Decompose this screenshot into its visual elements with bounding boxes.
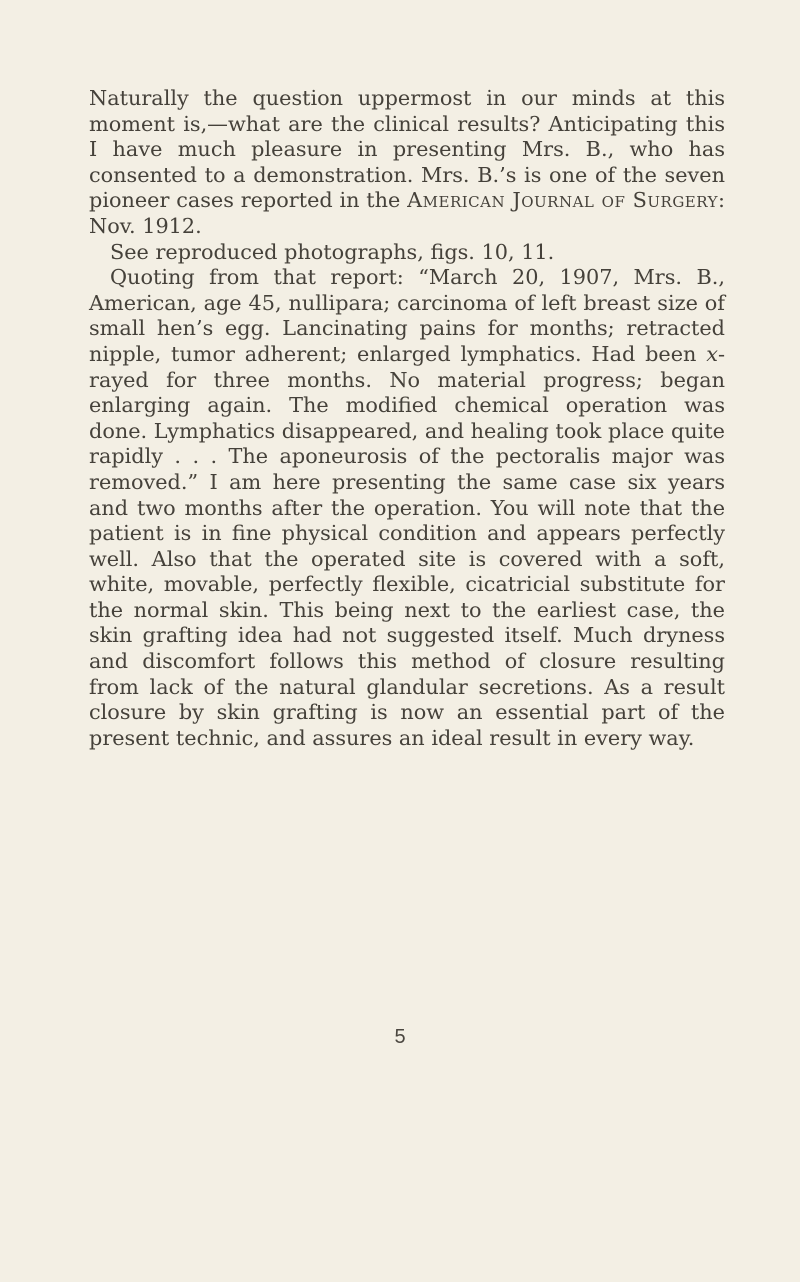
paragraph-quote-text-a: Quoting from that report: “March 20, 1907, Mrs. B., American, age 45, nullipara; carcinoma of left breast size of small hen’s egg. Lancinating pains for months; retracted nipple, tumor adherent; enlarged lymphatics. Had been (89, 265, 725, 366)
journal-date: : Nov. 1912. (89, 188, 725, 238)
body-text (89, 86, 725, 751)
page-number: 5 (394, 1026, 406, 1048)
paragraph-quote (89, 265, 725, 751)
journal-title: American Journal of Surgery (407, 188, 718, 213)
paragraph-results-text: Naturally the question uppermost in our minds at this moment is,—what are the clinical results? Anticipating this I have much pleasure in presenting Mrs. B., who has consented to a demonstration. Mrs. B.’s is one of the seven pioneer cases reported in the (89, 86, 725, 213)
paragraph-quote-text-b: -rayed for three months. No material progress; began enlarging again. The modified chemical operation was done. Lymphatics disappeared, and healing took place quite rapidly . . . The aponeurosis of the pectoralis major was removed.” I am here presenting the same case six years and two months after the operation. You will note that the patient is in fine physical condition and appears perfectly well. Also that the operated site is covered with a soft, white, movable, perfectly flexible, cicatricial substitute for the normal skin. This being next to the earliest case, the skin grafting idea had not suggested itself. Much dryness and discomfort follows this method of closure resulting from lack of the natural glandular secretions. As a result closure by skin grafting is now an essential part of the present technic, and assures an ideal result in every way. (89, 341, 725, 750)
italic-x: x (706, 341, 718, 366)
paragraph-photographs: See reproduced photographs, figs. 10, 11. (110, 239, 555, 264)
paragraph-results (89, 86, 725, 240)
